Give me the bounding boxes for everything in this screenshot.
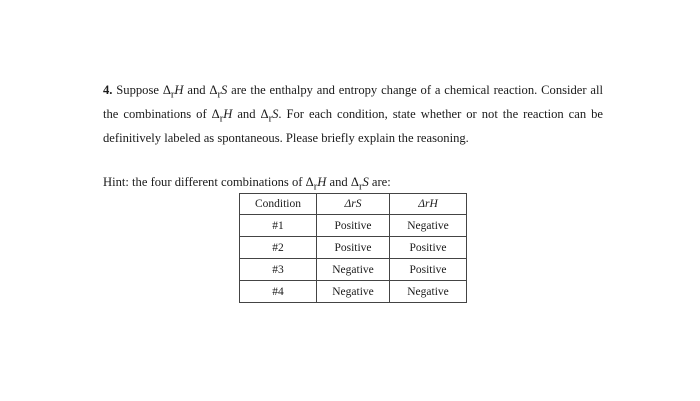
table-row (240, 237, 467, 259)
entropy-symbol: S (362, 175, 369, 189)
cell-enthalpy: Negative (390, 281, 467, 303)
subscript-r: r (219, 113, 224, 125)
cell-condition: #4 (240, 281, 317, 303)
question-text: Suppose (112, 83, 163, 97)
cell-enthalpy: Positive (390, 259, 467, 281)
cell-enthalpy: Negative (390, 215, 467, 237)
cell-condition: #1 (240, 215, 317, 237)
cell-condition: #3 (240, 259, 317, 281)
enthalpy-symbol: H (174, 83, 184, 97)
table-row (240, 281, 467, 303)
question-text: and (183, 83, 210, 97)
enthalpy-symbol: H (223, 107, 233, 122)
cell-entropy: Positive (317, 237, 390, 259)
question-text: and (232, 107, 261, 122)
cell-enthalpy: Positive (390, 237, 467, 259)
delta-symbol: Δ (305, 175, 314, 189)
table-row (240, 259, 467, 281)
delta-symbol: Δ (162, 83, 171, 97)
question-text: . For each condition, state whether or not the reaction can be definitively labeled as spontaneous. Please briefly explain the reasoning. (103, 107, 603, 146)
cell-entropy: Positive (317, 215, 390, 237)
subscript-r: r (268, 113, 273, 125)
enthalpy-symbol: H (317, 175, 327, 189)
hint-text: and (326, 175, 351, 189)
hint-text: Hint: the four different combinations of (103, 175, 306, 189)
subscript-r: r (217, 89, 221, 101)
conditions-table (239, 193, 467, 303)
cell-condition: #2 (240, 237, 317, 259)
subscript-r: r (170, 89, 175, 101)
table-row (240, 215, 467, 237)
cell-entropy: Negative (317, 259, 390, 281)
delta-symbol: Δ (211, 107, 220, 122)
subscript-r: r (313, 181, 318, 193)
subscript-r: r (358, 181, 363, 193)
delta-symbol: Δ (209, 83, 218, 97)
table-header-row (240, 194, 467, 215)
header-condition: Condition (240, 194, 317, 215)
cell-entropy: Negative (317, 281, 390, 303)
entropy-symbol: S (272, 107, 279, 122)
delta-symbol: Δ (350, 175, 359, 189)
question-paragraph (103, 81, 603, 148)
question-number: 4. (103, 83, 113, 97)
header-enthalpy: ΔrH (390, 194, 467, 215)
header-entropy: ΔrS (317, 194, 390, 215)
hint-text: are: (368, 175, 391, 189)
question-text: are the enthalpy and entropy change of a chemical reaction. Consider all the combinations of (103, 83, 604, 122)
entropy-symbol: S (221, 83, 228, 97)
delta-symbol: Δ (260, 107, 269, 122)
